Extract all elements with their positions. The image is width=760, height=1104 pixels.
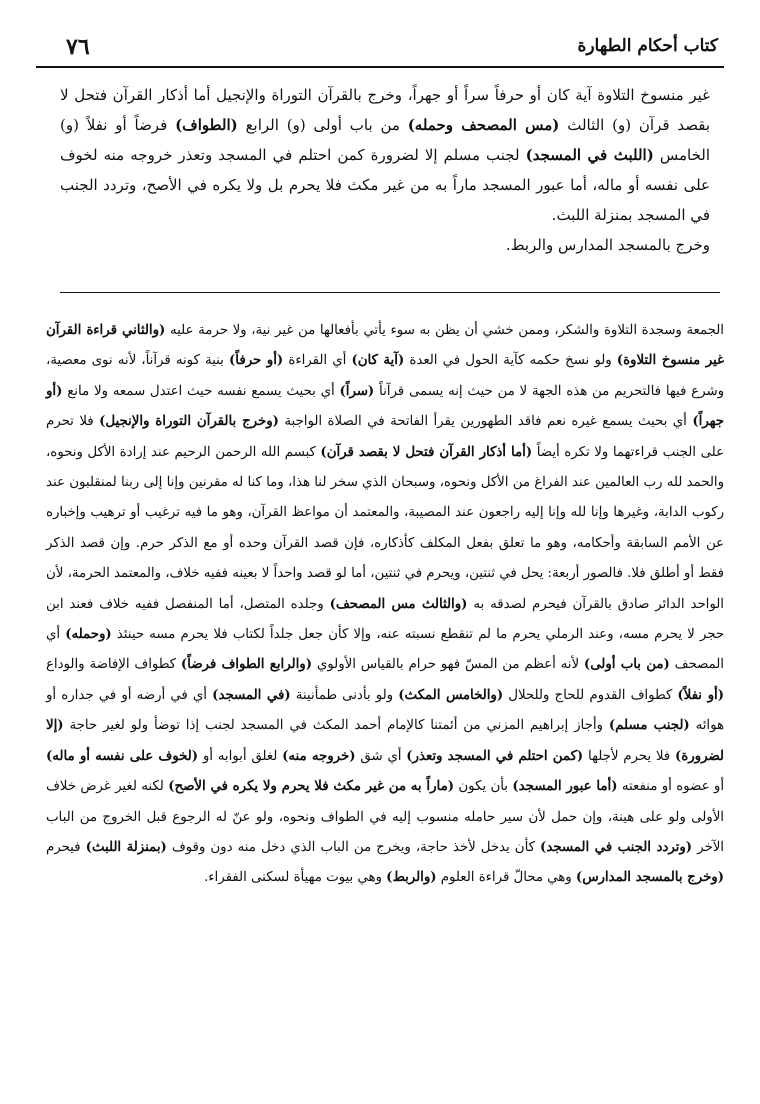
footnote-separator [60,292,720,293]
main-text [60,80,710,260]
page-header [36,34,724,64]
book-title: كتاب أحكام الطهارة [577,36,718,56]
footnote-paragraph: الجمعة وسجدة التلاوة والشكر، وممن خشي أن يظن به سوء يأتي بأفعالها من غير نية، ولا حرمة عليه (والثاني قراءة القرآن غير منسوخ التلاوة) ولو نسخ حكمه كآية الحول في العدة (آية كان) أي القراءة (أو حرفاً) بنية كونه قرآناً، لأنه نوى معصية، وشرع فيها فالتحريم من هذه الجهة لا من حيث إنه يسمى قرآناً (سراً) أي بحيث يسمع نفسه حيث اعتدل سمعه ولا مانع (أو جهراً) أي بحيث يسمع غيره نعم فاقد الطهورين يقرأ الفاتحة في الصلاة الواجبة (وخرج بالقرآن التوراة والإنجيل) فلا تحرم على الجنب قراءتهما ولا تكره أيضاً (أما أذكار القرآن فتحل لا بقصد قرآن) كبسم الله الرحمن الرحيم عند إرادة الأكل ونحوه، والحمد لله رب العالمين عند الفراغ من الأكل ونحوه، وسبحان الذي سخر لنا هذا، وما كنا له مقرنين وإنا إلى ربنا لمنقلبون عند ركوب الدابة، وغيرها وإنا لله وإنا إليه راجعون عند المصيبة، والمعتمد أن مواعظ القرآن، وهو ما فيه ترغيب أو ترهيب وإخباره عن الأمم السابقة وأحكامه، وهو ما تعلق بفعل المكلف كأذكاره، فإن قصد القرآن وحده أو مع الذكر حرم. وإن قصد الذكر فقط أو أطلق فلا. فالصور أربعة: يحل في ثنتين، ويحرم في ثنتين، أما لو قصد واحداً لا بعينه ففيه خلاف، والمعتمد الحرمة، لأن الواحد الدائر صادق بالقرآن فيحرم لصدقه به (والثالث مس المصحف) وجلده المتصل، أما المنفصل ففيه خلاف فعند ابن حجر لا يحرم مسه، وعند الرملي يحرم ما لم تنقطع نسبته عنه، وإلا كأن جعل جلداً لكتاب فلا يحرم مسه حينئذ (وحمله) أي المصحف (من باب أولى) لأنه أعظم من المسّ فهو حرام بالقياس الأولوي (والرابع الطواف فرضاً) كطواف الإفاضة والوداع (أو نفلاً) كطواف القدوم للحاج وللحلال (والخامس المكث) ولو بأدنى طمأنينة (في المسجد) أي في أرضه أو في جداره أو هوائه (لجنب مسلم) وأجاز إبراهيم المزني من أئمتنا كالإمام أحمد المكث في المسجد لجنب إذا توضأ ولو لغير حاجة (إلا لضرورة) فلا يحرم لأجلها (كمن احتلم في المسجد وتعذر) أي شق (خروجه منه) لغلق أبوابه أو (لخوف على نفسه أو ماله) أو عضوه أو منفعته (أما عبور المسجد) بأن يكون (ماراً به من غير مكث فلا يحرم ولا يكره في الأصح) لكنه لغير غرض خلاف الأولى ولو على هينة، وإن حمل لأن سير حامله منسوب إليه في الطواف ونحوه، ولو عنّ له الرجوع قبل الخروج من الباب الآخر (وتردد الجنب في المسجد) كأن يدخل لأخذ حاجة، ويخرج من الباب الذي دخل منه دون وقوف (بمنزلة اللبث) فيحرم (وخرج بالمسجد المدارس) وهي محالّ قراءة العلوم (والربط) وهي بيوت مهيأة لسكنى الفقراء. [46,323,725,886]
footnote-text [46,316,724,894]
main-paragraph: وخرج بالمسجد المدارس والربط. [505,236,710,254]
header-rule [36,66,724,68]
page-number: ٧٦ [66,34,90,60]
main-paragraph: غير منسوخ التلاوة آية كان أو حرفاً سراً أو جهراً، وخرج بالقرآن التوراة والإنجيل أما أذكار القرآن فتحل لا بقصد قرآن (و) الثالث (مس المصحف وحمله) من باب أولى (و) الرابع (الطواف) فرضاً أو نفلاً (و) الخامس (اللبث في المسجد) لجنب مسلم إلا لضرورة كمن احتلم في المسجد وتعذر خروجه منه لخوف على نفسه أو ماله، أما عبور المسجد ماراً به من غير مكث فلا يحرم بل ولا يكره في الأصح، وتردد الجنب في المسجد بمنزلة اللبث. [60,86,710,224]
